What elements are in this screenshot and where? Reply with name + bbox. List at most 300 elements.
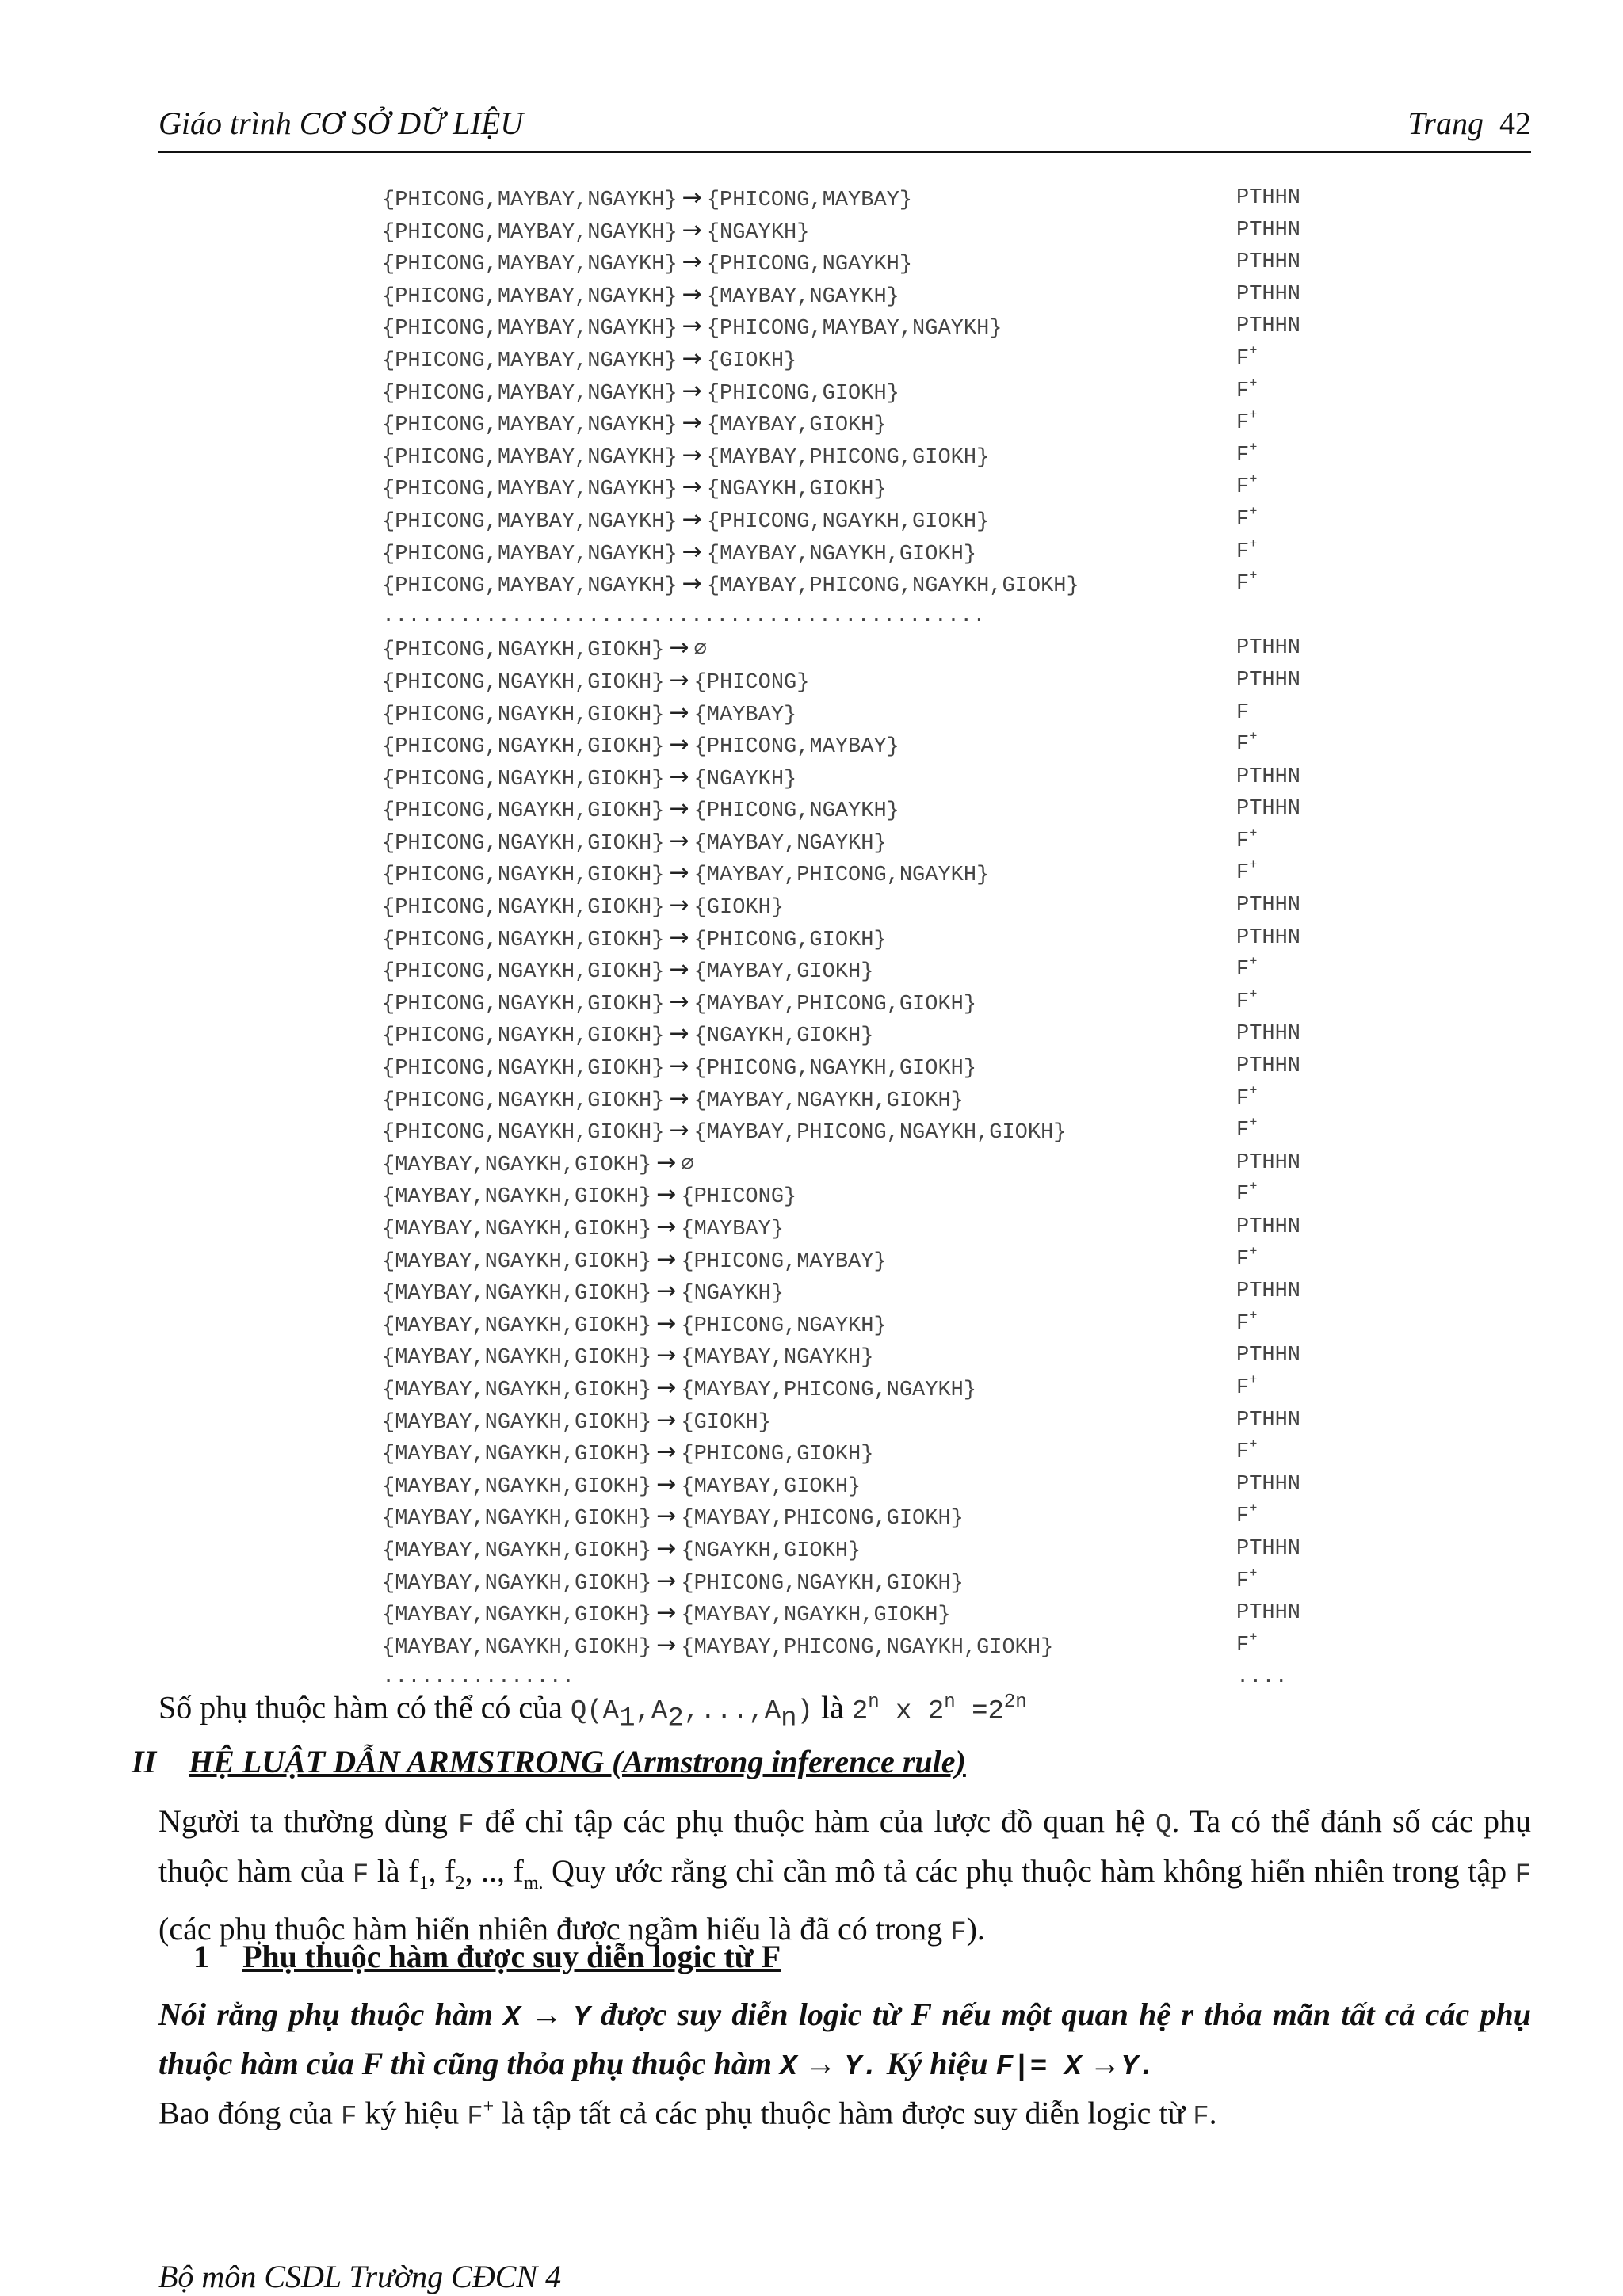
fd-note-text: PTHHN [1236, 1472, 1301, 1497]
arrow-icon: → [682, 376, 702, 405]
arrow-icon: → [669, 1020, 689, 1048]
header-title: Giáo trình CƠ SỞ DỮ LIỆU [158, 105, 524, 141]
fd-note-sup: + [1249, 343, 1258, 359]
fd-lhs: {MAYBAY,NGAYKH,GIOKH} [382, 1185, 652, 1210]
fd-rhs: {PHICONG,NGAYKH} [706, 253, 913, 277]
fd-row [382, 1276, 1412, 1308]
arrow-icon: → [669, 987, 689, 1016]
arrow-icon: → [682, 248, 702, 277]
arrow-icon: → [656, 1341, 677, 1370]
arrow-icon: → [656, 1148, 677, 1177]
fd-note-text: F [1236, 861, 1250, 886]
fd-expression [382, 954, 873, 989]
arrow-icon: → [669, 1052, 689, 1081]
fd-note-text: PTHHN [1236, 1536, 1301, 1561]
fd-note [1236, 568, 1257, 601]
fd-lhs: {PHICONG,NGAYKH,GIOKH} [382, 831, 665, 856]
fd-rhs: {PHICONG,NGAYKH} [681, 1314, 887, 1338]
fd-expression [382, 1372, 976, 1407]
fd-lhs: {MAYBAY,NGAYKH,GIOKH} [382, 1282, 652, 1306]
fd-note-text: PTHHN [1236, 636, 1301, 661]
subsection-number: 1 [193, 1939, 209, 1974]
fd-note [1236, 471, 1257, 504]
fd-rhs: {PHICONG} [693, 670, 810, 695]
fd-note-sup: + [1249, 408, 1258, 424]
fd-rhs: {MAYBAY,GIOKH} [693, 960, 874, 985]
fd-row [382, 1501, 1412, 1533]
arrow-icon: → [669, 795, 689, 823]
arrow-icon: → [669, 1084, 689, 1112]
fd-rhs: ∅ [681, 1153, 694, 1177]
fd-rhs: {MAYBAY,PHICONG,GIOKH} [693, 992, 977, 1016]
fd-row [382, 1018, 1412, 1051]
fd-row [382, 1566, 1412, 1598]
arrow-icon: → [656, 1405, 677, 1434]
fd-note [1236, 697, 1249, 730]
fd-expression [382, 407, 887, 442]
fd-row [382, 857, 1412, 890]
fd-expression [382, 246, 912, 281]
arrow-icon: → [656, 1599, 677, 1627]
fd-note [1236, 761, 1300, 794]
fd-expression [382, 826, 887, 860]
subsection-title: Phụ thuộc hàm được suy diễn logic từ F [242, 1939, 781, 1974]
arrow-icon: → [669, 762, 689, 791]
fd-row [382, 986, 1412, 1019]
fd-lhs: {PHICONG,MAYBAY,NGAYKH} [382, 220, 678, 245]
fd-note [1236, 504, 1257, 536]
fd-row [382, 1179, 1412, 1211]
fd-lhs: {PHICONG,MAYBAY,NGAYKH} [382, 509, 678, 534]
fd-note [1236, 1372, 1257, 1405]
fd-expression [382, 729, 899, 764]
arrow-icon: → [656, 1534, 677, 1562]
fd-expression [382, 1115, 1067, 1150]
arrow-icon: → [682, 441, 702, 469]
fd-lhs: {MAYBAY,NGAYKH,GIOKH} [382, 1443, 652, 1467]
fd-note [1236, 536, 1257, 569]
fd-row [382, 246, 1412, 279]
fd-expression [382, 1469, 861, 1504]
fd-row [382, 1469, 1412, 1501]
fd-note-sup: + [1249, 504, 1258, 520]
fd-note-text: PTHHN [1236, 797, 1301, 822]
fd-row [382, 568, 1412, 601]
fd-rhs: {PHICONG,MAYBAY} [693, 735, 899, 760]
fd-expression [382, 1211, 784, 1246]
fd-row [382, 665, 1412, 697]
fd-lhs: {PHICONG,NGAYKH,GIOKH} [382, 992, 665, 1016]
fd-note-text: F [1236, 1633, 1250, 1657]
arrow-icon: → [682, 344, 702, 372]
fd-expression [382, 857, 989, 892]
fd-note [1236, 665, 1300, 697]
arrow-icon: → [656, 1277, 677, 1306]
fd-note-text: F [1236, 1375, 1250, 1400]
fd-expression [382, 1179, 796, 1214]
fd-note [1236, 1018, 1300, 1051]
fd-row [382, 1340, 1412, 1372]
fd-note-text: F [1236, 1119, 1250, 1143]
count-line: Số phụ thuộc hàm có thể có của $Q(A_1,A_2,...,A_n)$ là 2$^n$ x $2^n =2^{2n}$ [158, 1689, 1027, 1734]
fd-expression [382, 343, 796, 378]
fd-rhs: {PHICONG,NGAYKH,GIOKH} [706, 509, 990, 534]
arrow-icon: → [682, 409, 702, 437]
fd-note-text: PTHHN [1236, 1150, 1301, 1175]
fd-rhs: {NGAYKH,GIOKH} [706, 478, 887, 502]
fd-note [1236, 279, 1300, 311]
fd-note-sup: + [1249, 826, 1258, 841]
fd-row [382, 890, 1412, 922]
fd-note [1236, 246, 1300, 279]
fd-note-text: F [1236, 1086, 1250, 1111]
fd-row [382, 1372, 1412, 1405]
fd-row [382, 407, 1412, 440]
fd-rhs: {GIOKH} [706, 349, 797, 373]
fd-expression [382, 471, 887, 506]
fd-note-text: F [1236, 443, 1250, 467]
arrow-icon: → [669, 1116, 689, 1145]
fd-note [1236, 729, 1257, 761]
fd-rhs: {PHICONG,MAYBAY,NGAYKH} [706, 317, 1002, 341]
fd-note-text: F [1236, 346, 1250, 371]
fd-lhs: ............... [382, 1665, 575, 1690]
fd-note [1236, 1405, 1300, 1437]
fd-note-text: PTHHN [1236, 250, 1301, 275]
fd-rhs: {PHICONG,NGAYKH,GIOKH} [693, 1057, 977, 1081]
arrow-icon: → [669, 891, 689, 920]
fd-note [1236, 1597, 1300, 1630]
fd-note-text: F [1236, 1440, 1250, 1465]
fd-expression [382, 761, 796, 796]
arrow-icon: → [669, 923, 689, 952]
fd-note-text: PTHHN [1236, 186, 1301, 210]
fd-rhs: ∅ [693, 639, 707, 663]
fd-note-text: PTHHN [1236, 1408, 1301, 1432]
fd-note-sup: + [1249, 1244, 1258, 1260]
fd-note-text: PTHHN [1236, 315, 1301, 339]
fd-lhs: {MAYBAY,NGAYKH,GIOKH} [382, 1507, 652, 1531]
fd-note [1236, 1083, 1257, 1116]
arrow-icon: → [682, 280, 702, 308]
fd-expression [382, 890, 784, 925]
fd-lhs: {PHICONG,NGAYKH,GIOKH} [382, 767, 665, 791]
fd-lhs: {MAYBAY,NGAYKH,GIOKH} [382, 1249, 652, 1274]
fd-note [1236, 182, 1300, 215]
fd-rhs: {MAYBAY,PHICONG,GIOKH} [706, 445, 990, 470]
fd-expression [382, 1501, 964, 1535]
fd-rhs: {MAYBAY,GIOKH} [706, 414, 887, 438]
fd-expression [382, 632, 707, 667]
fd-rhs: {PHICONG,MAYBAY} [706, 189, 913, 212]
arrow-icon: → [656, 1245, 677, 1273]
fd-note [1236, 440, 1257, 472]
fd-note-sup: + [1249, 440, 1258, 456]
arrow-icon: → [669, 955, 689, 984]
fd-expression [382, 1051, 976, 1085]
fd-row [382, 1436, 1412, 1469]
fd-expression [382, 215, 809, 250]
fd-note-sup: + [1249, 1180, 1258, 1196]
fd-lhs: {PHICONG,MAYBAY,NGAYKH} [382, 317, 678, 341]
fd-note [1236, 1211, 1300, 1244]
fd-lhs: {PHICONG,NGAYKH,GIOKH} [382, 960, 665, 985]
fd-row [382, 215, 1412, 247]
fd-note [1236, 1051, 1300, 1083]
fd-note-text: PTHHN [1236, 282, 1301, 307]
arrow-icon: → [682, 215, 702, 244]
fd-lhs: {MAYBAY,NGAYKH,GIOKH} [382, 1410, 652, 1435]
fd-expression [382, 440, 989, 475]
fd-note-sup: + [1249, 1437, 1258, 1453]
fd-lhs: {PHICONG,NGAYKH,GIOKH} [382, 1089, 665, 1113]
fd-expression [382, 568, 1079, 603]
fd-rhs: {PHICONG,NGAYKH} [693, 799, 899, 824]
fd-row [382, 1405, 1412, 1437]
fd-lhs: {MAYBAY,NGAYKH,GIOKH} [382, 1571, 652, 1596]
fd-row [382, 182, 1412, 215]
fd-note [1236, 311, 1300, 343]
fd-note-text: PTHHN [1236, 1280, 1301, 1304]
fd-note [1236, 407, 1257, 440]
fd-expression [382, 376, 899, 410]
fd-note-text: PTHHN [1236, 668, 1301, 692]
fd-lhs: {PHICONG,MAYBAY,NGAYKH} [382, 414, 678, 438]
fd-expression [382, 793, 899, 828]
fd-expression [382, 697, 796, 732]
fd-note-text: F [1236, 700, 1250, 725]
fd-rhs: {PHICONG,MAYBAY} [681, 1249, 887, 1274]
fd-rhs: {MAYBAY,PHICONG,NGAYKH,GIOKH} [681, 1635, 1054, 1660]
fd-note [1236, 986, 1257, 1019]
fd-row [382, 376, 1412, 408]
fd-expression [382, 1276, 784, 1310]
fd-note [1236, 890, 1300, 922]
arrow-icon: → [656, 1180, 677, 1209]
fd-rhs: {MAYBAY,NGAYKH} [706, 284, 899, 309]
fd-rhs: {MAYBAY,PHICONG,NGAYKH} [693, 864, 990, 888]
fd-note-sup: + [1249, 376, 1258, 391]
fd-list [382, 182, 1412, 1694]
arrow-icon: → [656, 1309, 677, 1337]
fd-note [1236, 857, 1257, 890]
fd-lhs: {MAYBAY,NGAYKH,GIOKH} [382, 1218, 652, 1241]
fd-expression [382, 1340, 873, 1375]
arrow-icon: → [656, 1438, 677, 1466]
fd-note [1236, 1501, 1257, 1533]
fd-note-text: PTHHN [1236, 1344, 1301, 1368]
fd-lhs: {MAYBAY,NGAYKH,GIOKH} [382, 1539, 652, 1563]
fd-expression [382, 536, 976, 571]
paragraph-1: Người ta thường dùng F để chỉ tập các phụ thuộc hàm của lược đồ quan hệ Q. Ta có thể đánh số các phụ thuộc hàm của F là $f_1$, $f_2$, .., $f_{m.}$ Quy ước rằng chỉ cần mô tả các phụ thuộc hàm không hiển nhiên trong tập F (các phụ thuộc hàm hiển nhiên được ngầm hiểu là đã có trong F). [158, 1803, 1532, 1948]
closure-line: Bao đóng của F ký hiệu F+ là tập tất cả các phụ thuộc hàm được suy diễn logic từ F. [158, 2095, 1217, 2133]
fd-note-text: F [1236, 540, 1250, 564]
fd-note [1236, 1436, 1257, 1469]
fd-note-sup: + [1249, 1116, 1258, 1131]
fd-rhs: {NGAYKH} [706, 220, 810, 245]
fd-note-text: F [1236, 572, 1250, 597]
fd-note [1236, 1566, 1257, 1598]
fd-note-text: F [1236, 1183, 1250, 1207]
fd-row [382, 311, 1412, 343]
fd-lhs: {PHICONG,MAYBAY,NGAYKH} [382, 189, 678, 212]
fd-expression [382, 1018, 873, 1053]
fd-rhs: {PHICONG,NGAYKH,GIOKH} [681, 1571, 964, 1596]
fd-expression [382, 1597, 951, 1632]
fd-note [1236, 1340, 1300, 1372]
fd-lhs: {PHICONG,NGAYKH,GIOKH} [382, 670, 665, 695]
fd-rhs: {MAYBAY,GIOKH} [681, 1474, 861, 1499]
fd-note-text: F [1236, 411, 1250, 436]
fd-row [382, 1597, 1412, 1630]
fd-rhs: {PHICONG,GIOKH} [681, 1443, 874, 1467]
fd-rhs: {MAYBAY,PHICONG,NGAYKH,GIOKH} [693, 1121, 1067, 1146]
fd-lhs: {MAYBAY,NGAYKH,GIOKH} [382, 1153, 652, 1177]
fd-expression [382, 986, 976, 1021]
fd-lhs: {PHICONG,NGAYKH,GIOKH} [382, 896, 665, 921]
fd-expression [382, 1436, 873, 1471]
fd-lhs: {PHICONG,MAYBAY,NGAYKH} [382, 253, 678, 277]
fd-note-sup: + [1249, 730, 1258, 746]
fd-row [382, 697, 1412, 730]
section-heading [132, 1743, 966, 1780]
fd-note [1236, 793, 1300, 826]
fd-lhs: {PHICONG,NGAYKH,GIOKH} [382, 1057, 665, 1081]
arrow-icon: → [669, 666, 689, 694]
fd-note [1236, 1179, 1257, 1211]
arrow-icon: → [682, 184, 702, 212]
header-page [1407, 105, 1531, 142]
arrow-icon: → [656, 1502, 677, 1531]
fd-note-sup: + [1249, 536, 1258, 552]
arrow-icon: → [669, 730, 689, 759]
fd-row [382, 1244, 1412, 1276]
fd-note-text: F [1236, 990, 1250, 1014]
fd-note-text: F [1236, 1505, 1250, 1529]
fd-note [1236, 1469, 1300, 1501]
fd-row [382, 279, 1412, 311]
fd-row [382, 793, 1412, 826]
fd-rhs: {MAYBAY,PHICONG,NGAYKH,GIOKH} [706, 574, 1079, 599]
fd-row [382, 826, 1412, 858]
arrow-icon: → [682, 505, 702, 533]
fd-lhs: {PHICONG,MAYBAY,NGAYKH} [382, 284, 678, 309]
fd-note [1236, 1308, 1257, 1341]
section-title: HỆ LUẬT DẪN ARMSTRONG (Armstrong inference rule) [189, 1744, 966, 1779]
fd-rhs: {MAYBAY,NGAYKH,GIOKH} [681, 1604, 951, 1628]
fd-note-text: F [1236, 1311, 1250, 1336]
fd-note-text: F [1236, 733, 1250, 757]
fd-lhs: {PHICONG,NGAYKH,GIOKH} [382, 1024, 665, 1049]
fd-note-text: PTHHN [1236, 218, 1301, 242]
fd-note [1236, 1276, 1300, 1308]
fd-note [1236, 826, 1257, 858]
arrow-icon: → [656, 1630, 677, 1659]
arrow-icon: → [669, 698, 689, 727]
fd-note-text: PTHHN [1236, 1601, 1301, 1626]
arrow-icon: → [669, 859, 689, 887]
fd-note [1236, 1630, 1257, 1662]
fd-expression [382, 1566, 964, 1600]
fd-note-text: F [1236, 829, 1250, 853]
fd-lhs: {MAYBAY,NGAYKH,GIOKH} [382, 1346, 652, 1371]
fd-rhs: {MAYBAY,PHICONG,NGAYKH} [681, 1378, 977, 1402]
fd-row [382, 1147, 1412, 1180]
fd-expression [382, 1308, 887, 1343]
fd-expression [382, 1630, 1053, 1665]
fd-note [1236, 1115, 1257, 1147]
fd-note-text: PTHHN [1236, 894, 1301, 918]
fd-lhs: {MAYBAY,NGAYKH,GIOKH} [382, 1378, 652, 1402]
fd-row [382, 1308, 1412, 1341]
fd-lhs: {PHICONG,NGAYKH,GIOKH} [382, 864, 665, 888]
arrow-icon: → [682, 570, 702, 598]
fd-note-text: F [1236, 1569, 1250, 1593]
fd-note [1236, 215, 1300, 247]
fd-row [382, 1533, 1412, 1566]
fd-note-text: F [1236, 507, 1250, 532]
arrow-icon: → [656, 1373, 677, 1402]
fd-row [382, 343, 1412, 376]
fd-lhs: {PHICONG,NGAYKH,GIOKH} [382, 735, 665, 760]
fd-lhs: {PHICONG,MAYBAY,NGAYKH} [382, 574, 678, 599]
fd-note-sup: + [1249, 1083, 1258, 1099]
fd-lhs: {PHICONG,MAYBAY,NGAYKH} [382, 445, 678, 470]
fd-row [382, 504, 1412, 536]
fd-note-sup: + [1249, 1630, 1258, 1646]
fd-rhs: {MAYBAY,NGAYKH,GIOKH} [706, 542, 977, 566]
arrow-icon: → [669, 826, 689, 855]
fd-rhs: {GIOKH} [681, 1410, 771, 1435]
page-header [158, 93, 1531, 153]
fd-rhs: {GIOKH} [693, 896, 785, 921]
arrow-icon: → [656, 1470, 677, 1498]
fd-rhs: {MAYBAY,NGAYKH} [693, 831, 887, 856]
fd-row [382, 632, 1412, 665]
fd-expression [382, 1533, 861, 1568]
fd-expression [382, 1147, 694, 1182]
fd-note [1236, 1533, 1300, 1566]
fd-note [1236, 1244, 1257, 1276]
fd-lhs: {MAYBAY,NGAYKH,GIOKH} [382, 1314, 652, 1338]
fd-expression [382, 182, 912, 217]
fd-expression [382, 279, 899, 314]
fd-row [382, 954, 1412, 986]
fd-lhs: {PHICONG,MAYBAY,NGAYKH} [382, 381, 678, 406]
fd-row [382, 1083, 1412, 1116]
fd-expression [382, 601, 986, 633]
fd-note-text: F [1236, 379, 1250, 403]
fd-expression [382, 1244, 887, 1279]
fd-lhs: {PHICONG,NGAYKH,GIOKH} [382, 799, 665, 824]
fd-rhs: {NGAYKH} [681, 1282, 785, 1306]
section-number: II [132, 1744, 157, 1779]
fd-note [1236, 1147, 1300, 1180]
fd-note-sup: + [1249, 1501, 1258, 1517]
fd-lhs: {PHICONG,MAYBAY,NGAYKH} [382, 542, 678, 566]
fd-lhs: {PHICONG,NGAYKH,GIOKH} [382, 639, 665, 663]
fd-note-text: F [1236, 1247, 1250, 1272]
fd-rhs: {PHICONG} [681, 1185, 797, 1210]
arrow-icon: → [669, 634, 689, 662]
fd-row [382, 761, 1412, 794]
fd-expression [382, 504, 989, 539]
fd-note [1236, 343, 1257, 376]
fd-note-sup: + [1249, 1308, 1258, 1324]
page-number: 42 [1499, 105, 1531, 141]
fd-expression [382, 1083, 964, 1118]
fd-lhs: ............................................... [382, 604, 986, 628]
